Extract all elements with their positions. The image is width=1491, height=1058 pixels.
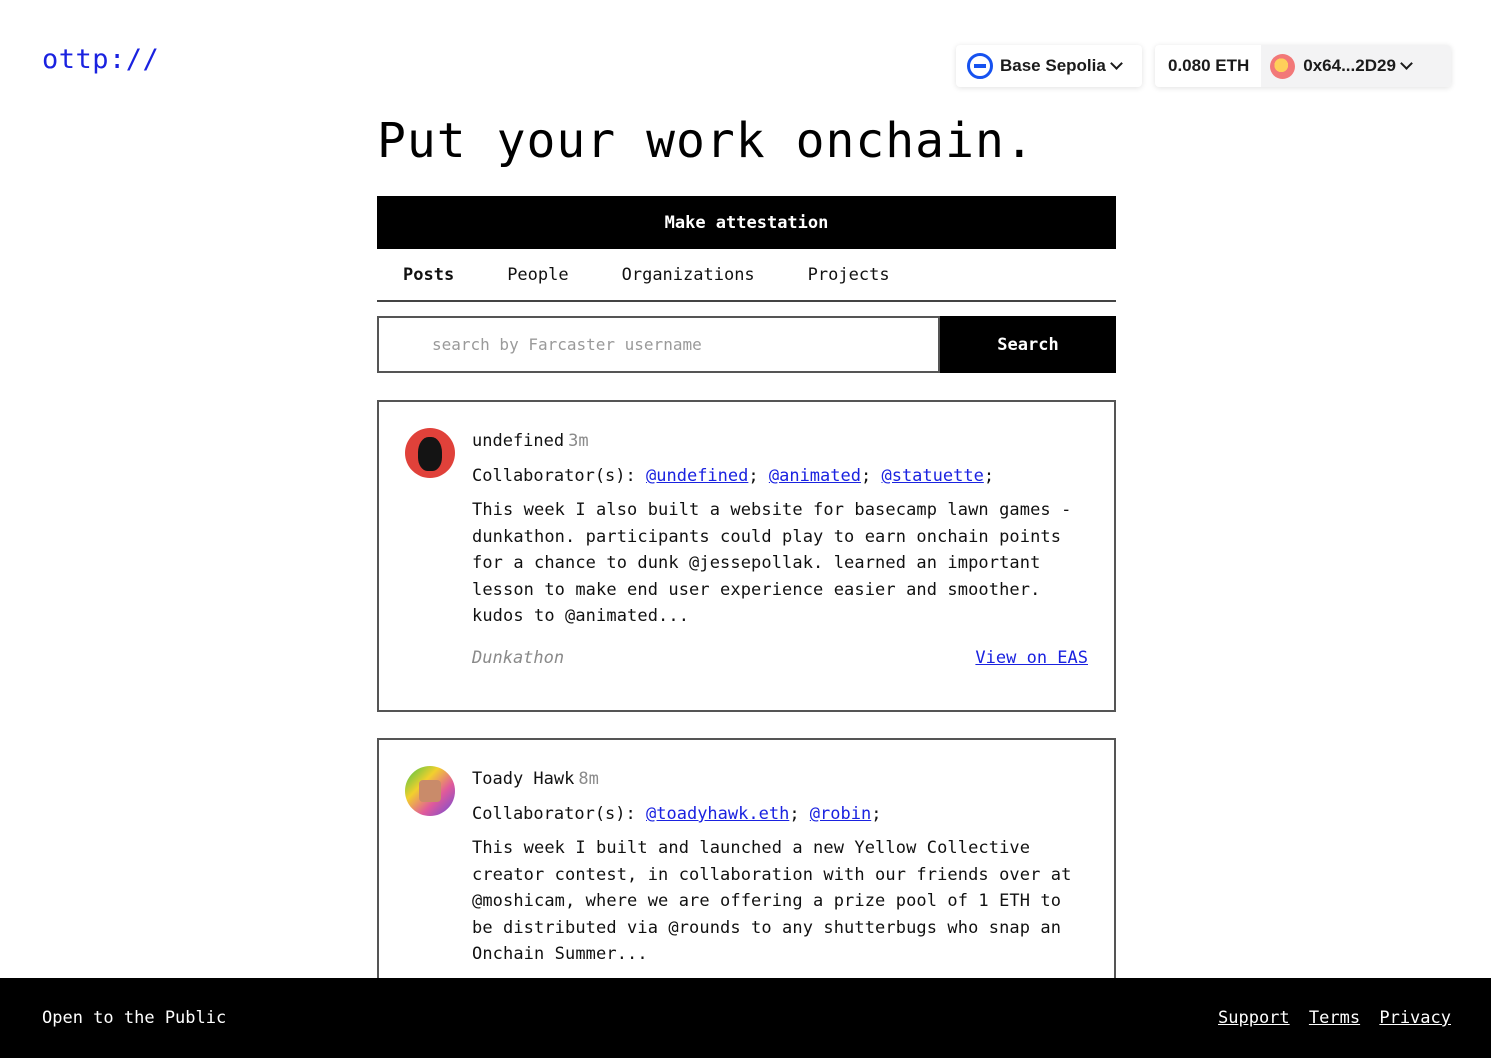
tab-organizations[interactable]: Organizations [621, 265, 755, 285]
post-time: 3m [568, 431, 589, 451]
collaborator-link[interactable]: @statuette [881, 466, 984, 486]
feed-tabs [377, 250, 1116, 302]
base-network-icon [967, 53, 993, 79]
avatar[interactable] [405, 766, 455, 816]
post-author[interactable]: Toady Hawk [472, 769, 575, 789]
post-project: Dunkathon [472, 648, 565, 668]
collaborator-link[interactable]: @undefined [646, 466, 749, 486]
collaborators-label: Collaborator(s): [472, 804, 636, 824]
collaborator-link[interactable]: @toadyhawk.eth [646, 804, 790, 824]
chevron-down-icon [1400, 57, 1413, 70]
post-text: This week I built and launched a new Yellow Collective creator contest, in collaboration with our friends over at @moshicam, where we are offering a prize pool of 1 ETH to be distributed via @rounds to any shutterbugs who snap an Onchain Summer... [472, 838, 1072, 964]
privacy-link[interactable]: Privacy [1379, 1008, 1451, 1028]
footer-links [1209, 1008, 1451, 1028]
page-headline: Put your work onchain. [377, 113, 1035, 169]
network-selector[interactable] [956, 45, 1142, 87]
post-time: 8m [578, 769, 599, 789]
collaborators-line: Collaborator(s): @undefined; @animated; @statuette; [472, 466, 995, 486]
chevron-down-icon [1110, 57, 1123, 70]
make-attestation-button[interactable]: Make attestation [377, 196, 1116, 249]
wallet-balance: 0.080 ETH [1168, 56, 1250, 75]
post-card [377, 400, 1116, 712]
footer-tagline: Open to the Public [42, 1008, 227, 1028]
post-text: This week I also built a website for basecamp lawn games - dunkathon. participants could play to earn onchain points for a chance to dunk @jessepollak. learned an important lesson to make end user experience easier and smoother. kudos to @animated... [472, 500, 1072, 626]
account-address: 0x64...2D29 [1303, 56, 1396, 75]
collaborators-line: Collaborator(s): @toadyhawk.eth; @robin; [472, 804, 882, 824]
tab-posts[interactable]: Posts [403, 265, 455, 285]
search-button[interactable]: Search [940, 316, 1116, 373]
tab-people[interactable]: People [507, 265, 569, 285]
network-name: Base Sepolia [1000, 56, 1106, 75]
post-author[interactable]: undefined [472, 431, 565, 451]
account-address-button[interactable] [1261, 45, 1451, 87]
account-button[interactable] [1155, 45, 1451, 87]
search-input[interactable] [377, 316, 940, 373]
tab-projects[interactable]: Projects [807, 265, 890, 285]
app-logo[interactable]: ottp:// [42, 44, 160, 75]
post-card [377, 738, 1116, 998]
collaborator-link[interactable]: @robin [809, 804, 872, 824]
terms-link[interactable]: Terms [1308, 1008, 1361, 1028]
account-avatar [1270, 54, 1295, 79]
support-link[interactable]: Support [1218, 1008, 1290, 1028]
view-on-eas-link[interactable]: View on EAS [975, 648, 1088, 668]
collaborator-link[interactable]: @animated [768, 466, 861, 486]
avatar[interactable] [405, 428, 455, 478]
site-footer [0, 978, 1491, 1058]
collaborators-label: Collaborator(s): [472, 466, 636, 486]
